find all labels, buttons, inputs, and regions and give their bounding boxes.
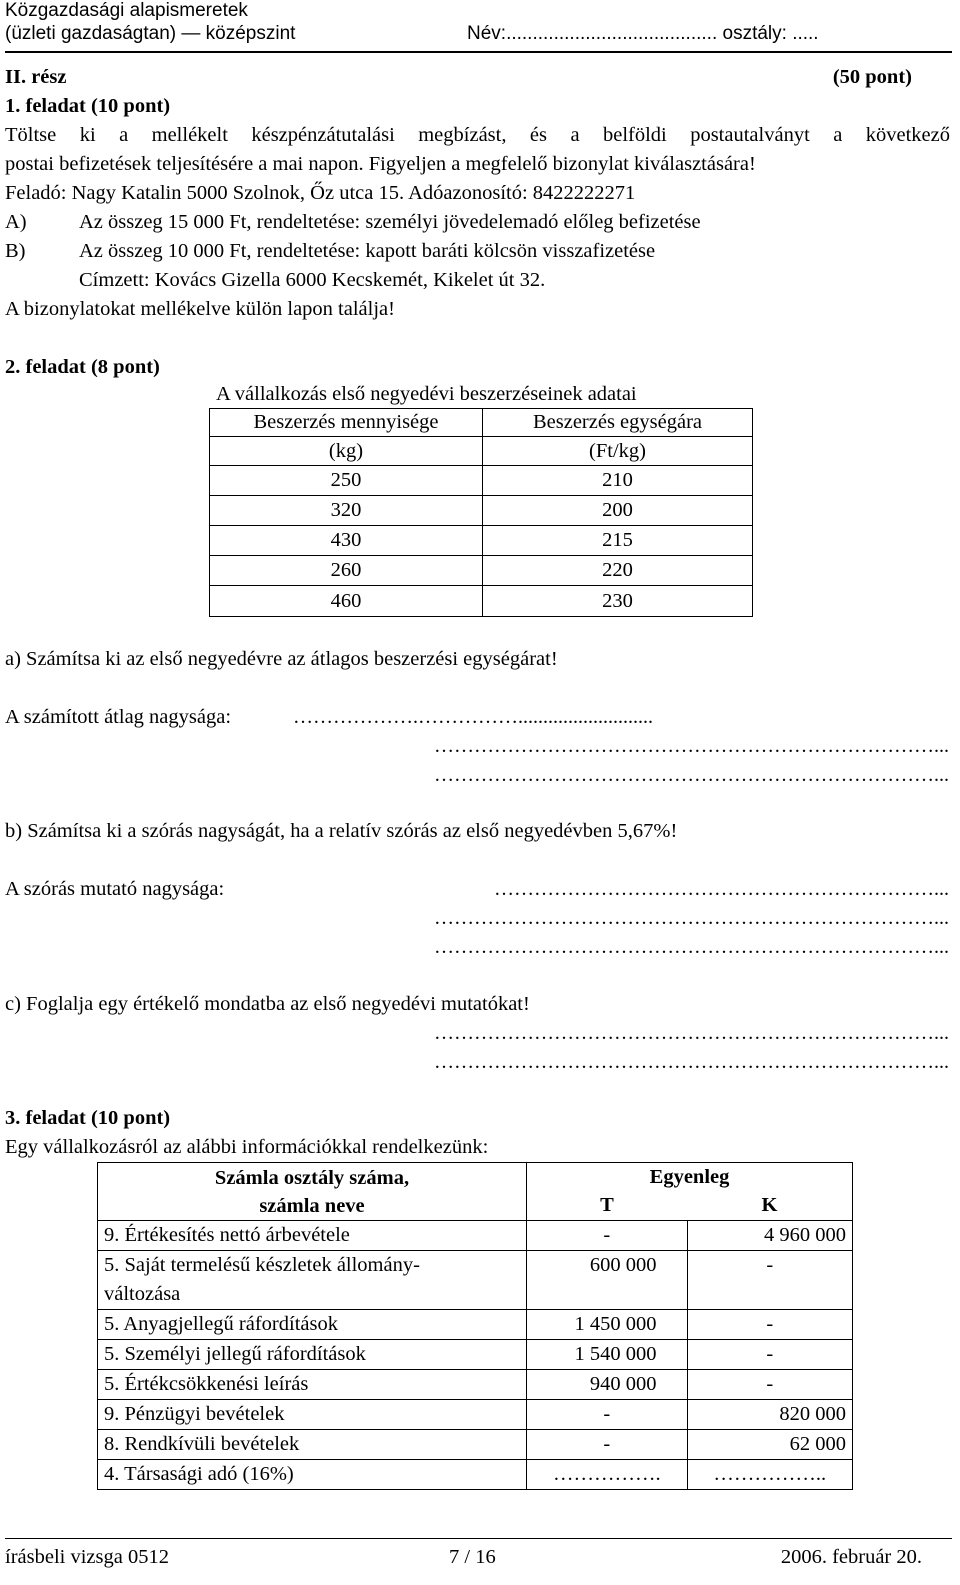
debit-cell: 1 450 000 bbox=[527, 1310, 688, 1340]
account-header-line2: számla neve bbox=[259, 1194, 365, 1217]
unit-price-cell: 220 bbox=[483, 556, 753, 586]
account-name-line1: 5. Saját termelésű készletek állomány- bbox=[104, 1254, 420, 1276]
header-subject-line1: Közgazdasági alapismeretek bbox=[5, 0, 248, 21]
account-name-line2: változása bbox=[104, 1283, 181, 1305]
unit-price-cell: 230 bbox=[483, 586, 753, 617]
table-row bbox=[98, 1400, 853, 1430]
unit-price-cell: 210 bbox=[483, 466, 753, 496]
col1-header-1: Beszerzés mennyisége bbox=[210, 409, 483, 437]
account-name: 9. Értékesítés nettó árbevétele bbox=[98, 1221, 527, 1251]
credit-header: K bbox=[687, 1192, 853, 1221]
debit-cell: - bbox=[527, 1430, 688, 1460]
account-name: 4. Társasági adó (16%) bbox=[98, 1460, 527, 1490]
answer-line-a3[interactable]: …………………………………………………………………... bbox=[434, 764, 949, 786]
table-row bbox=[98, 1430, 853, 1460]
footer-date: 2006. február 20. bbox=[780, 1546, 922, 1568]
table-row bbox=[98, 1340, 853, 1370]
table-row bbox=[210, 556, 753, 586]
col2-header-1: Beszerzés egységára bbox=[483, 409, 753, 437]
col2-header-2: (Ft/kg) bbox=[483, 437, 753, 466]
quantity-cell: 260 bbox=[210, 556, 483, 586]
credit-cell-input[interactable]: …………….. bbox=[687, 1460, 853, 1490]
quantity-cell: 430 bbox=[210, 526, 483, 556]
debit-cell: - bbox=[527, 1221, 688, 1251]
debit-cell: 1 540 000 bbox=[527, 1340, 688, 1370]
answer-line-b3[interactable]: …………………………………………………………………... bbox=[434, 936, 949, 958]
footer-page-number: 7 / 16 bbox=[449, 1546, 496, 1568]
table-row bbox=[98, 1310, 853, 1340]
table-row bbox=[210, 526, 753, 556]
header-rule bbox=[5, 51, 952, 53]
task1-recipient: Címzett: Kovács Gizella 6000 Kecskemét, Kikelet út 32. bbox=[79, 269, 546, 291]
answer-line-b2[interactable]: …………………………………………………………………... bbox=[434, 907, 949, 929]
footer-left: írásbeli vizsga 0512 bbox=[5, 1546, 169, 1568]
task2-answer-label-b: A szórás mutató nagysága: bbox=[5, 878, 225, 900]
unit-price-cell: 200 bbox=[483, 496, 753, 526]
task2-title: 2. feladat (8 pont) bbox=[5, 356, 160, 378]
task3-intro: Egy vállalkozásról az alábbi információkkal rendelkezünk: bbox=[5, 1136, 489, 1158]
task1-line2: postai befizetések teljesítésére a mai napon. Figyeljen a megfelelő bizonylat kiválasztására! bbox=[5, 153, 756, 175]
credit-cell: - bbox=[687, 1251, 853, 1310]
task1-line3: Feladó: Nagy Katalin 5000 Szolnok, Őz utca 15. Adóazonosító: 8422222271 bbox=[5, 182, 636, 204]
table-row bbox=[210, 466, 753, 496]
part-title: II. rész bbox=[5, 66, 67, 88]
answer-line-b1[interactable]: …………………………………………………………... bbox=[494, 878, 949, 900]
credit-cell: 820 000 bbox=[687, 1400, 853, 1430]
table-row bbox=[98, 1370, 853, 1400]
task2-answer-label-a: A számított átlag nagysága: bbox=[5, 706, 232, 728]
task1-title: 1. feladat (10 pont) bbox=[5, 95, 171, 117]
task2-question-a: a) Számítsa ki az első negyedévre az átlagos beszerzési egységárat! bbox=[5, 648, 558, 670]
balance-header: Egyenleg bbox=[527, 1163, 853, 1192]
account-name: 5. Személyi jellegű ráfordítások bbox=[98, 1340, 527, 1370]
col1-header-2: (kg) bbox=[210, 437, 483, 466]
answer-line-a1[interactable]: ……………….……………........................... bbox=[293, 706, 653, 728]
purchase-table bbox=[209, 408, 753, 617]
account-name: 8. Rendkívüli bevételek bbox=[98, 1430, 527, 1460]
quantity-cell: 460 bbox=[210, 586, 483, 617]
task1-item-b-text: Az összeg 10 000 Ft, rendeltetése: kapott baráti kölcsön visszafizetése bbox=[79, 240, 656, 262]
debit-cell-input[interactable]: ……………. bbox=[527, 1460, 688, 1490]
task2-question-c: c) Foglalja egy értékelő mondatba az első negyedévi mutatókat! bbox=[5, 993, 530, 1015]
task2-question-b: b) Számítsa ki a szórás nagyságát, ha a relatív szórás az első negyedévben 5,67%! bbox=[5, 820, 678, 842]
task2-table-title: A vállalkozás első negyedévi beszerzéseinek adatai bbox=[216, 383, 637, 405]
header-subject-line2: (üzleti gazdaságtan) — középszint bbox=[5, 23, 296, 44]
account-header bbox=[98, 1163, 527, 1221]
unit-price-cell: 215 bbox=[483, 526, 753, 556]
account-name bbox=[98, 1251, 527, 1310]
task1-item-b-label: B) bbox=[5, 240, 26, 262]
task1-note: A bizonylatokat mellékelve külön lapon találja! bbox=[5, 298, 395, 320]
credit-cell: 4 960 000 bbox=[687, 1221, 853, 1251]
debit-cell: - bbox=[527, 1400, 688, 1430]
credit-cell: 62 000 bbox=[687, 1430, 853, 1460]
quantity-cell: 320 bbox=[210, 496, 483, 526]
table-row bbox=[210, 586, 753, 617]
footer-rule bbox=[5, 1538, 952, 1539]
table-row bbox=[98, 1251, 853, 1310]
account-name: 5. Anyagjellegű ráfordítások bbox=[98, 1310, 527, 1340]
task1-line1: Töltse ki a mellékelt készpénzátutalási megbízást, és a belföldi postautalványt a következő bbox=[5, 124, 950, 146]
debit-cell: 600 000 bbox=[527, 1251, 688, 1310]
debit-cell: 940 000 bbox=[527, 1370, 688, 1400]
credit-cell: - bbox=[687, 1370, 853, 1400]
table-row bbox=[98, 1460, 853, 1490]
credit-cell: - bbox=[687, 1340, 853, 1370]
answer-line-c2[interactable]: …………………………………………………………………... bbox=[434, 1051, 949, 1073]
table-row bbox=[98, 1221, 853, 1251]
account-header-line1: Számla osztály száma, bbox=[214, 1166, 410, 1189]
header-name-field: Név:........................................ osztály: ..... bbox=[467, 23, 819, 44]
debit-header: T bbox=[527, 1192, 688, 1221]
quantity-cell: 250 bbox=[210, 466, 483, 496]
account-name: 9. Pénzügyi bevételek bbox=[98, 1400, 527, 1430]
task1-item-a-label: A) bbox=[5, 211, 27, 233]
table-row bbox=[210, 496, 753, 526]
answer-line-a2[interactable]: …………………………………………………………………... bbox=[434, 735, 949, 757]
credit-cell: - bbox=[687, 1310, 853, 1340]
task1-item-a-text: Az összeg 15 000 Ft, rendeltetése: személyi jövedelemadó előleg befizetése bbox=[79, 211, 701, 233]
answer-line-c1[interactable]: …………………………………………………………………... bbox=[434, 1022, 949, 1044]
part-points: (50 pont) bbox=[832, 66, 912, 88]
account-name: 5. Értékcsökkenési leírás bbox=[98, 1370, 527, 1400]
task3-title: 3. feladat (10 pont) bbox=[5, 1107, 171, 1129]
accounts-table bbox=[97, 1162, 853, 1490]
